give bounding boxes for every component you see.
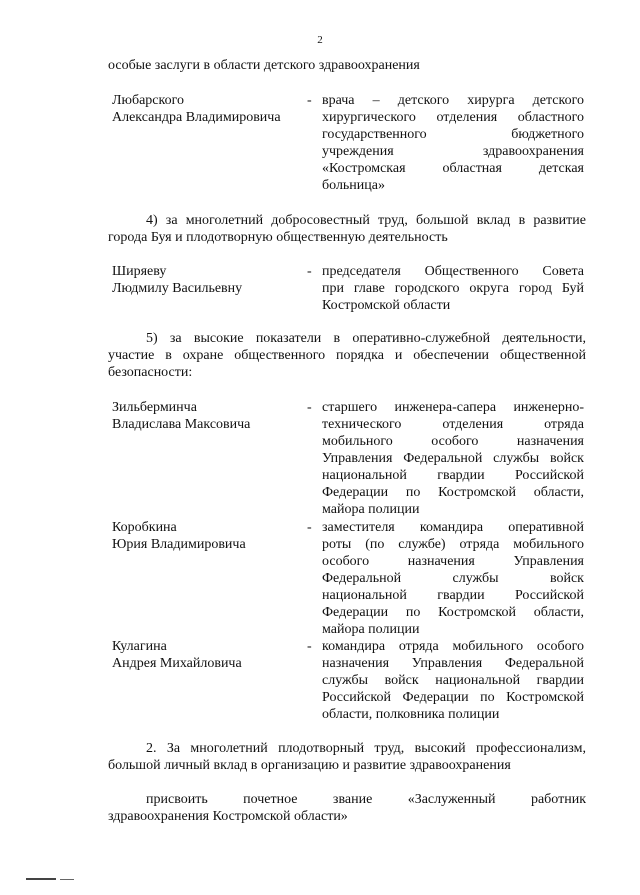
position-line: Федерации по Костромской области, [322,485,584,500]
name-line: Любарского [112,93,184,108]
person-name [112,92,302,126]
section-4-line: города Буя и плодотворную общественную деятельность [108,230,448,245]
position-line: врача – детского хирурга детского [322,93,584,108]
intro-line: особые заслуги в области детского здравоохранения [108,58,420,73]
scan-mark [60,879,74,880]
person-position [322,92,584,194]
position-line: майора полиции [322,622,420,637]
section-2-line: 2. За многолетний плодотворный труд, высокий профессионализм, [146,741,586,756]
person-name [112,399,302,433]
position-line: назначения Управления Федеральной [322,656,584,671]
position-line: государственного бюджетного [322,127,584,142]
name-line: Кулагина [112,639,167,654]
position-line: командира отряда мобильного особого [322,639,584,654]
person-position [322,638,584,723]
position-line: службы войск национальной гвардии [322,673,584,688]
position-line: национальной гвардии Российской [322,468,584,483]
name-line: Ширяеву [112,264,167,279]
position-line: «Костромская областная детская [322,161,584,176]
person-position [322,263,584,314]
person-position [322,399,584,518]
name-line: Владислава Максовича [112,417,251,432]
position-line: Федеральной службы войск [322,571,584,586]
position-line: заместителя командира оперативной [322,520,584,535]
scan-mark [26,878,56,880]
position-line: Российской Федерации по Костромской [322,690,584,705]
section-4-line: 4) за многолетний добросовестный труд, большой вклад в развитие [146,213,586,228]
position-line: национальной гвардии Российской [322,588,584,603]
person-position [322,519,584,638]
name-line: Зильберминча [112,400,197,415]
award-line: здравоохранения Костромской области» [108,809,348,824]
position-line: Костромской области [322,298,451,313]
position-line: при главе городского округа город Буй [322,281,584,296]
position-line: особого назначения Управления [322,554,584,569]
name-line: Юрия Владимировича [112,537,246,552]
position-line: хирургического отделения областного [322,110,584,125]
list-dash: - [307,400,312,415]
position-line: старшего инженера-сапера инженерно- [322,400,584,415]
section-5-line: участие в охране общественного порядка и обеспечении общественной [108,348,586,363]
position-line: учреждения здравоохранения [322,144,584,159]
position-line: роты (по службе) отряда мобильного [322,537,584,552]
list-dash: - [307,93,312,108]
section-2-line: большой личный вклад в организацию и развитие здравоохранения [108,758,511,773]
position-line: технического отделения отряда [322,417,584,432]
list-dash: - [307,264,312,279]
position-line: председателя Общественного Совета [322,264,584,279]
section-5-line: 5) за высокие показатели в оперативно-служебной деятельности, [146,331,586,346]
list-dash: - [307,639,312,654]
position-line: мобильного особого назначения [322,434,584,449]
position-line: Федерации по Костромской области, [322,605,584,620]
name-line: Коробкина [112,520,177,535]
name-line: Александра Владимировича [112,110,281,125]
person-name [112,638,302,672]
position-line: Управления Федеральной службы войск [322,451,584,466]
person-name [112,519,302,553]
position-line: больница» [322,178,385,193]
page-number: 2 [317,34,323,46]
name-line: Людмилу Васильевну [112,281,243,296]
list-dash: - [307,520,312,535]
name-line: Андрея Михайловича [112,656,242,671]
section-5-line: безопасности: [108,365,193,380]
position-line: майора полиции [322,502,420,517]
award-line: присвоить почетное звание «Заслуженный работник [146,792,586,807]
person-name [112,263,302,297]
position-line: области, полковника полиции [322,707,500,722]
